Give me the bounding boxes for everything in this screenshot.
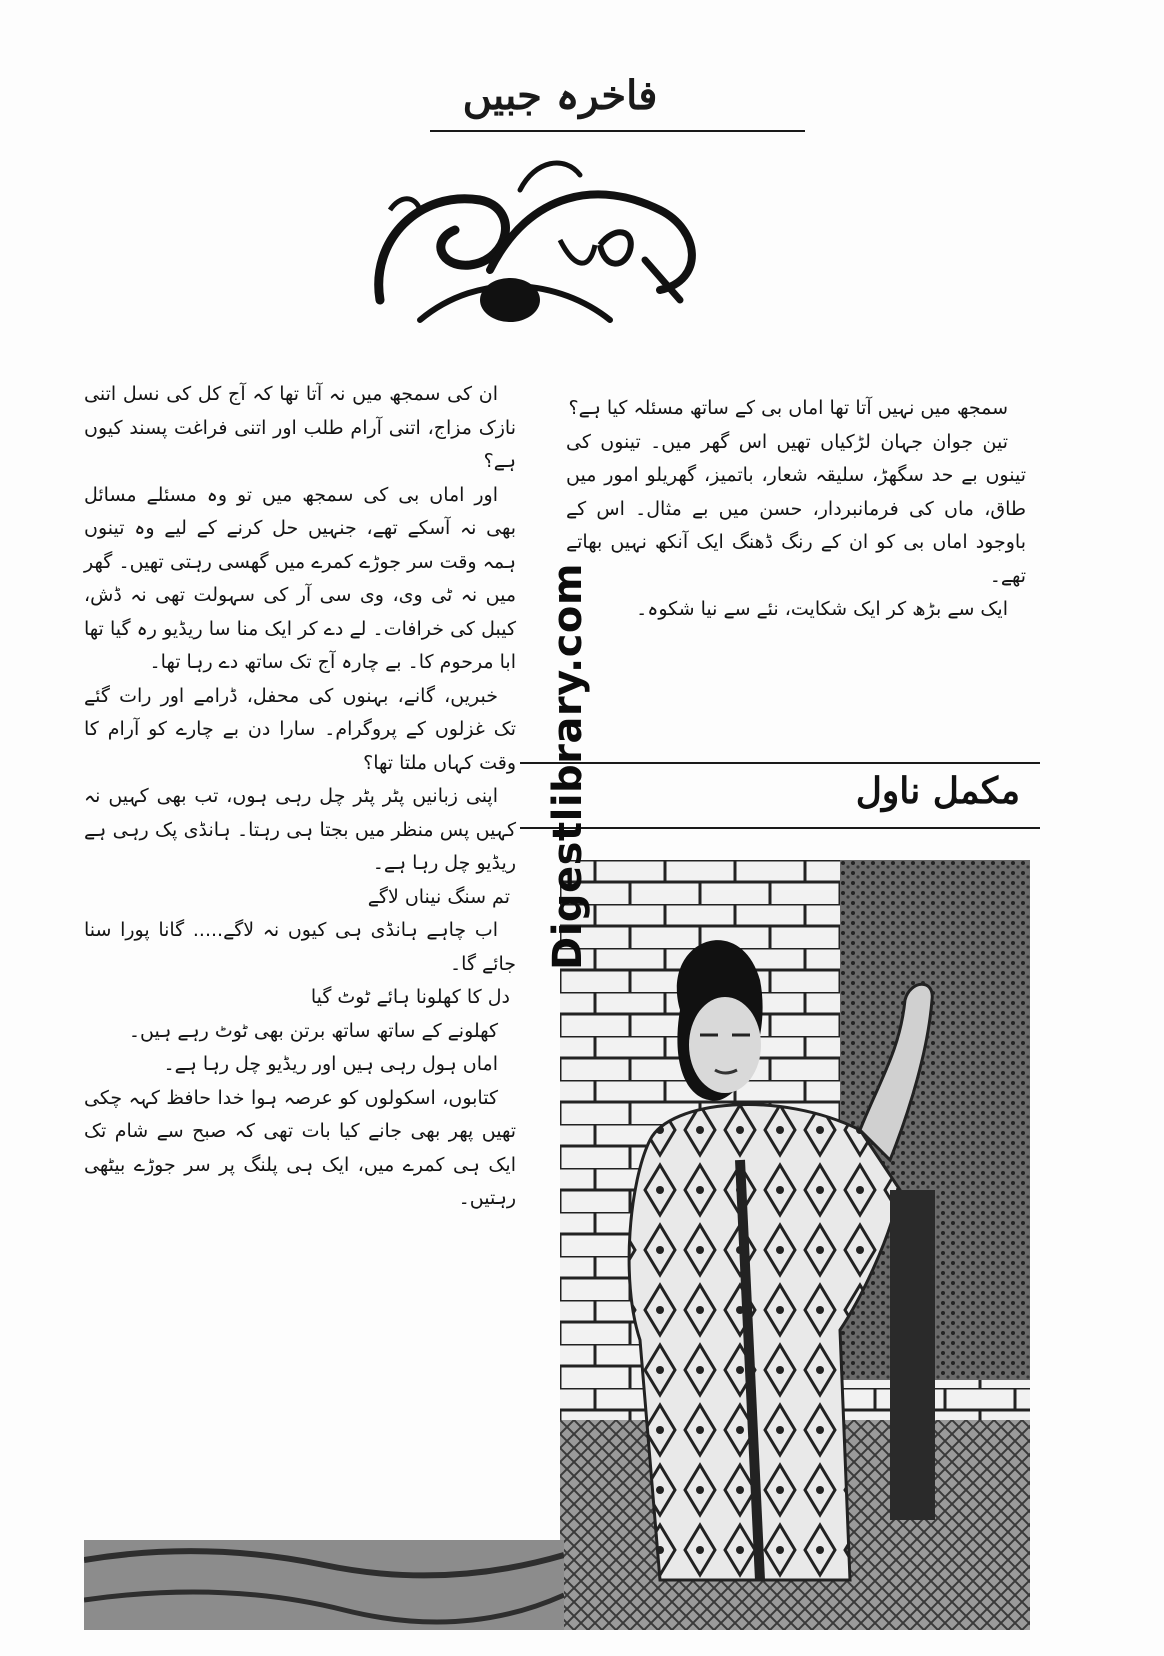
paragraph: تین جوان جہان لڑکیاں تھیں اس گھر میں۔ تینوں کی تینوں بے حد سگھڑ، سلیقہ شعار، باتمیز، گھریلو امور میں طاق، ماں کی فرمانبردار، حسن میں بے مثال۔ اس کے باوجود اماں بی کو ان کے رنگ ڈھنگ ایک آنکھ نہیں بھاتے تھے۔ bbox=[566, 430, 1026, 587]
illustration-photo bbox=[560, 860, 1030, 1630]
paragraph: سمجھ میں نہیں آتا تھا اماں بی کے ساتھ مسئلہ کیا ہے؟ bbox=[568, 397, 1008, 419]
paragraph: ان کی سمجھ میں نہ آتا تھا کہ آج کل کی نسل اتنی نازک مزاج، اتنی آرام طلب اور اتنی فراغت پسند کیوں ہے؟ bbox=[84, 383, 516, 472]
paragraph: اماں ہول رہی ہیں اور ریڈیو چل رہا ہے۔ bbox=[163, 1053, 498, 1075]
author-name: فاخرہ جبیں bbox=[462, 72, 658, 119]
song-line: دل کا کھلونا ہائے ٹوٹ گیا bbox=[310, 986, 510, 1008]
illustration-ground bbox=[84, 1540, 564, 1630]
paragraph: اور اماں بی کی سمجھ میں تو وہ مسئلے مسائل بھی نہ آسکے تھے، جنہیں حل کرنے کے لیے وہ تینوں ہمہ وقت سر جوڑے کمرے میں گھسی رہتی تھیں۔ گھر میں نہ ٹی وی، وی سی آر کی سہولت تھی نہ ڈش، کیبل کی خرافات۔ لے دے کر ایک منا سا ریڈیو رہ گیا تھا ابا مرحوم کا۔ بے چارہ آج تک ساتھ دے رہا تھا۔ bbox=[84, 483, 516, 673]
paragraph: ایک سے بڑھ کر ایک شکایت، نئے سے نیا شکوہ۔ bbox=[636, 598, 1008, 620]
author-underline bbox=[430, 130, 805, 132]
song-line: تم سنگ نیناں لاگے bbox=[367, 885, 510, 908]
paragraph: کتابوں، اسکولوں کو عرصہ ہوا خدا حافظ کہہ چکی تھیں پھر بھی جانے کیا بات تھی کہ صبح سے شام تک ایک ہی کمرے میں، ایک ہی پلنگ پر سر جوڑے بیٹھی رہتیں۔ bbox=[84, 1086, 516, 1209]
section-rule-top bbox=[520, 762, 1040, 764]
section-heading: مکمل ناول bbox=[855, 770, 1020, 812]
section-rule-bottom bbox=[520, 827, 1040, 829]
right-column bbox=[566, 392, 1026, 627]
left-column bbox=[84, 378, 516, 1216]
watermark-text: Digestlibrary.com bbox=[545, 562, 591, 970]
paragraph: خبریں، گانے، بہنوں کی محفل، ڈرامے اور رات گئے تک غزلوں کے پروگرام۔ سارا دن بے چارے کو آرام کا وقت کہاں ملتا تھا؟ bbox=[84, 684, 516, 774]
paragraph: اب چاہے ہانڈی ہی کیوں نہ لاگے..... گانا پورا سنا جائے گا۔ bbox=[84, 919, 516, 975]
paragraph: اپنی زبانیں پٹر پٹر چل رہی ہوں، تب بھی کہیں نہ کہیں پس منظر میں بجتا ہی رہتا۔ ہانڈی پک رہی ہے ریڈیو چل رہا ہے۔ bbox=[84, 785, 516, 874]
paragraph: کھلونے کے ساتھ ساتھ برتن بھی ٹوٹ رہے ہیں۔ bbox=[128, 1019, 498, 1042]
